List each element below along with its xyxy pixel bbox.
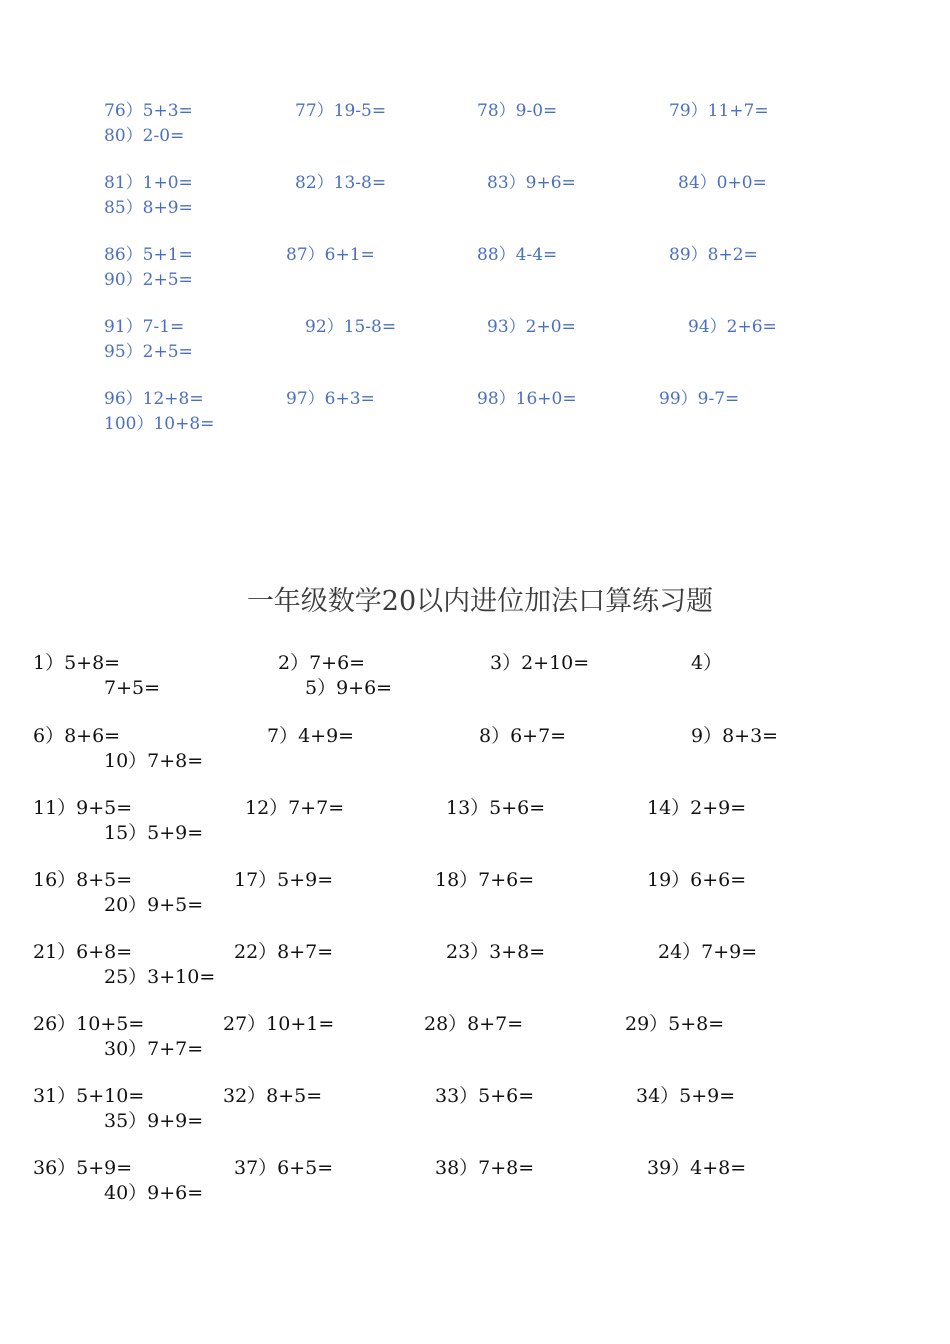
problem-92: 92）15-8= [305, 317, 397, 337]
problem-29: 29）5+8= [625, 1013, 725, 1035]
problem-36: 36）5+9= [33, 1157, 133, 1179]
problem-5: 5）9+6= [305, 677, 393, 699]
problem-23: 23）3+8= [446, 941, 546, 963]
problem-91: 91）7-1= [104, 317, 185, 337]
problem-32: 32）8+5= [223, 1085, 323, 1107]
problem-2: 2）7+6= [278, 652, 366, 674]
problem-90: 90）2+5= [104, 270, 193, 290]
problem-96: 96）12+8= [104, 389, 204, 409]
problem-100: 100）10+8= [104, 414, 215, 434]
problem-86: 86）5+1= [104, 245, 193, 265]
problem-6: 6）8+6= [33, 725, 121, 747]
problem-80: 80）2-0= [104, 126, 185, 146]
problem-88: 88）4-4= [477, 245, 558, 265]
problem-4-expression: 7+5= [104, 677, 161, 699]
problem-14: 14）2+9= [647, 797, 747, 819]
problem-11: 11）9+5= [33, 797, 133, 819]
problem-98: 98）16+0= [477, 389, 577, 409]
worksheet-title: 一年级数学20以内进位加法口算练习题 [246, 586, 714, 617]
problem-83: 83）9+6= [487, 173, 576, 193]
problem-1: 1）5+8= [33, 652, 121, 674]
problem-17: 17）5+9= [234, 869, 334, 891]
problem-28: 28）8+7= [424, 1013, 524, 1035]
problem-38: 38）7+8= [435, 1157, 535, 1179]
problem-4-label: 4） [691, 652, 723, 674]
problem-22: 22）8+7= [234, 941, 334, 963]
problem-7: 7）4+9= [267, 725, 355, 747]
problem-12: 12）7+7= [245, 797, 345, 819]
problem-39: 39）4+8= [647, 1157, 747, 1179]
problem-19: 19）6+6= [647, 869, 747, 891]
problem-18: 18）7+6= [435, 869, 535, 891]
problem-37: 37）6+5= [234, 1157, 334, 1179]
problem-21: 21）6+8= [33, 941, 133, 963]
problem-99: 99）9-7= [659, 389, 740, 409]
problem-33: 33）5+6= [435, 1085, 535, 1107]
problem-81: 81）1+0= [104, 173, 193, 193]
problem-15: 15）5+9= [104, 822, 204, 844]
problem-13: 13）5+6= [446, 797, 546, 819]
problem-8: 8）6+7= [479, 725, 567, 747]
problem-94: 94）2+6= [688, 317, 777, 337]
problem-3: 3）2+10= [490, 652, 590, 674]
problem-31: 31）5+10= [33, 1085, 145, 1107]
problem-93: 93）2+0= [487, 317, 576, 337]
problem-87: 87）6+1= [286, 245, 375, 265]
problem-97: 97）6+3= [286, 389, 375, 409]
problem-25: 25）3+10= [104, 966, 216, 988]
problem-89: 89）8+2= [669, 245, 758, 265]
problem-85: 85）8+9= [104, 198, 193, 218]
problem-76: 76）5+3= [104, 101, 193, 121]
problem-24: 24）7+9= [658, 941, 758, 963]
problem-27: 27）10+1= [223, 1013, 335, 1035]
problem-79: 79）11+7= [669, 101, 769, 121]
problem-77: 77）19-5= [295, 101, 387, 121]
problem-35: 35）9+9= [104, 1110, 204, 1132]
problem-20: 20）9+5= [104, 894, 204, 916]
problem-34: 34）5+9= [636, 1085, 736, 1107]
problem-26: 26）10+5= [33, 1013, 145, 1035]
problem-95: 95）2+5= [104, 342, 193, 362]
problem-9: 9）8+3= [691, 725, 779, 747]
problem-78: 78）9-0= [477, 101, 558, 121]
problem-30: 30）7+7= [104, 1038, 204, 1060]
problem-10: 10）7+8= [104, 750, 204, 772]
problem-82: 82）13-8= [295, 173, 387, 193]
problem-84: 84）0+0= [678, 173, 767, 193]
problem-40: 40）9+6= [104, 1182, 204, 1204]
problem-16: 16）8+5= [33, 869, 133, 891]
